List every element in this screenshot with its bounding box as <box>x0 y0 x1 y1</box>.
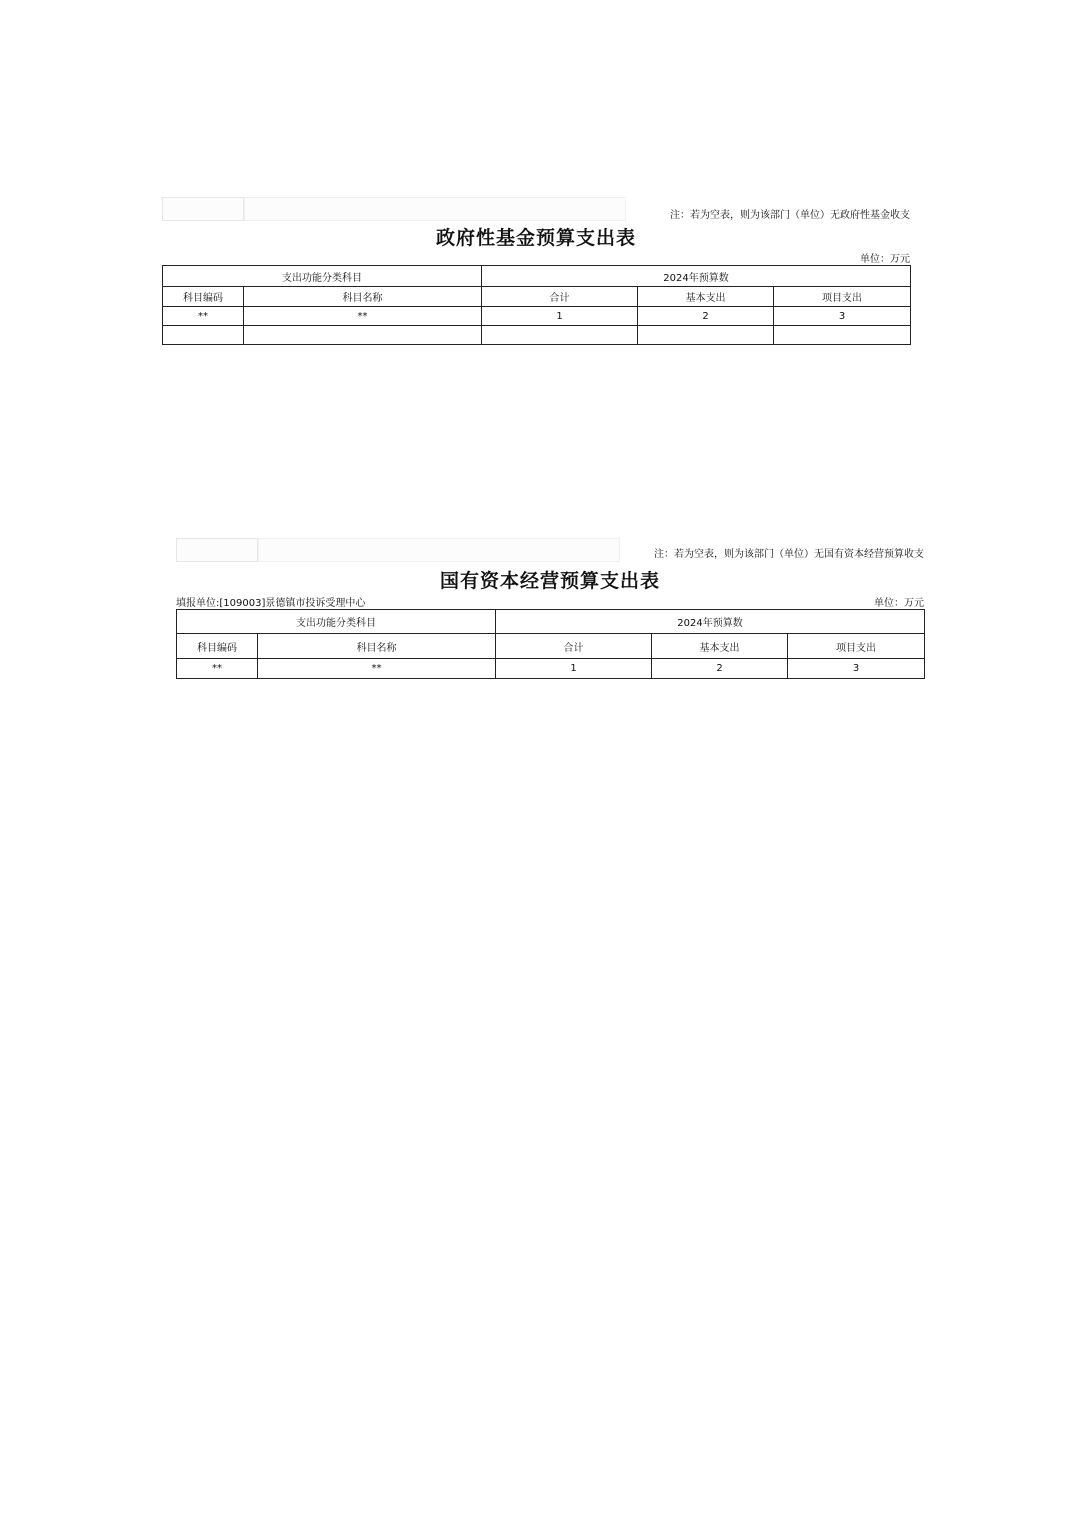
column-header: 合计 <box>496 634 652 659</box>
column-header: 科目名称 <box>258 634 496 659</box>
column-header: 科目编码 <box>163 287 244 307</box>
table-index-row <box>177 659 925 679</box>
table-cell: 1 <box>496 659 652 679</box>
header-function-category: 支出功能分类科目 <box>177 610 496 634</box>
table-cell <box>638 326 774 345</box>
table-empty-row <box>163 326 911 345</box>
column-header: 项目支出 <box>788 634 925 659</box>
empty-table-note: 注：若为空表，则为该部门（单位）无政府性基金收支 <box>670 210 910 221</box>
table-index-row <box>163 307 911 326</box>
table-cell: 2 <box>638 307 774 326</box>
unit-label: 单位：万元 <box>874 598 924 609</box>
table-header-row <box>177 634 925 659</box>
table-cell: 2 <box>652 659 788 679</box>
table-cell <box>163 326 244 345</box>
column-header: 科目名称 <box>244 287 482 307</box>
page-title: 国有资本经营预算支出表 <box>439 570 660 592</box>
empty-table-note: 注：若为空表，则为该部门（单位）无国有资本经营预算收支 <box>654 549 924 560</box>
table-cell <box>482 326 638 345</box>
column-header: 基本支出 <box>652 634 788 659</box>
header-budget-2024: 2024年预算数 <box>482 266 911 287</box>
state-capital-table-section <box>176 538 924 683</box>
table-cell: ** <box>258 659 496 679</box>
table-header-row <box>163 287 911 307</box>
faint-header-box <box>162 197 244 221</box>
column-header: 合计 <box>482 287 638 307</box>
state-capital-table <box>176 609 925 679</box>
column-header: 科目编码 <box>177 634 258 659</box>
page-title: 政府性基金预算支出表 <box>435 227 636 249</box>
faint-header-band <box>244 197 626 221</box>
table-cell: 1 <box>482 307 638 326</box>
unit-label: 单位：万元 <box>860 254 910 265</box>
filling-unit-label: 填报单位:[109003]景德镇市投诉受理中心 <box>176 598 366 609</box>
table-cell: 3 <box>788 659 925 679</box>
column-header: 基本支出 <box>638 287 774 307</box>
table-cell: 3 <box>774 307 911 326</box>
header-budget-2024: 2024年预算数 <box>496 610 925 634</box>
column-header: 项目支出 <box>774 287 911 307</box>
table-cell: ** <box>163 307 244 326</box>
table-cell: ** <box>177 659 258 679</box>
table-cell <box>244 326 482 345</box>
table-header-group-row <box>163 266 911 287</box>
gov-fund-table <box>162 265 911 345</box>
header-function-category: 支出功能分类科目 <box>163 266 482 287</box>
table-header-group-row <box>177 610 925 634</box>
faint-header-band <box>258 538 620 562</box>
faint-header-box <box>176 538 258 562</box>
gov-fund-table-section <box>162 197 910 349</box>
table-cell <box>774 326 911 345</box>
table-cell: ** <box>244 307 482 326</box>
